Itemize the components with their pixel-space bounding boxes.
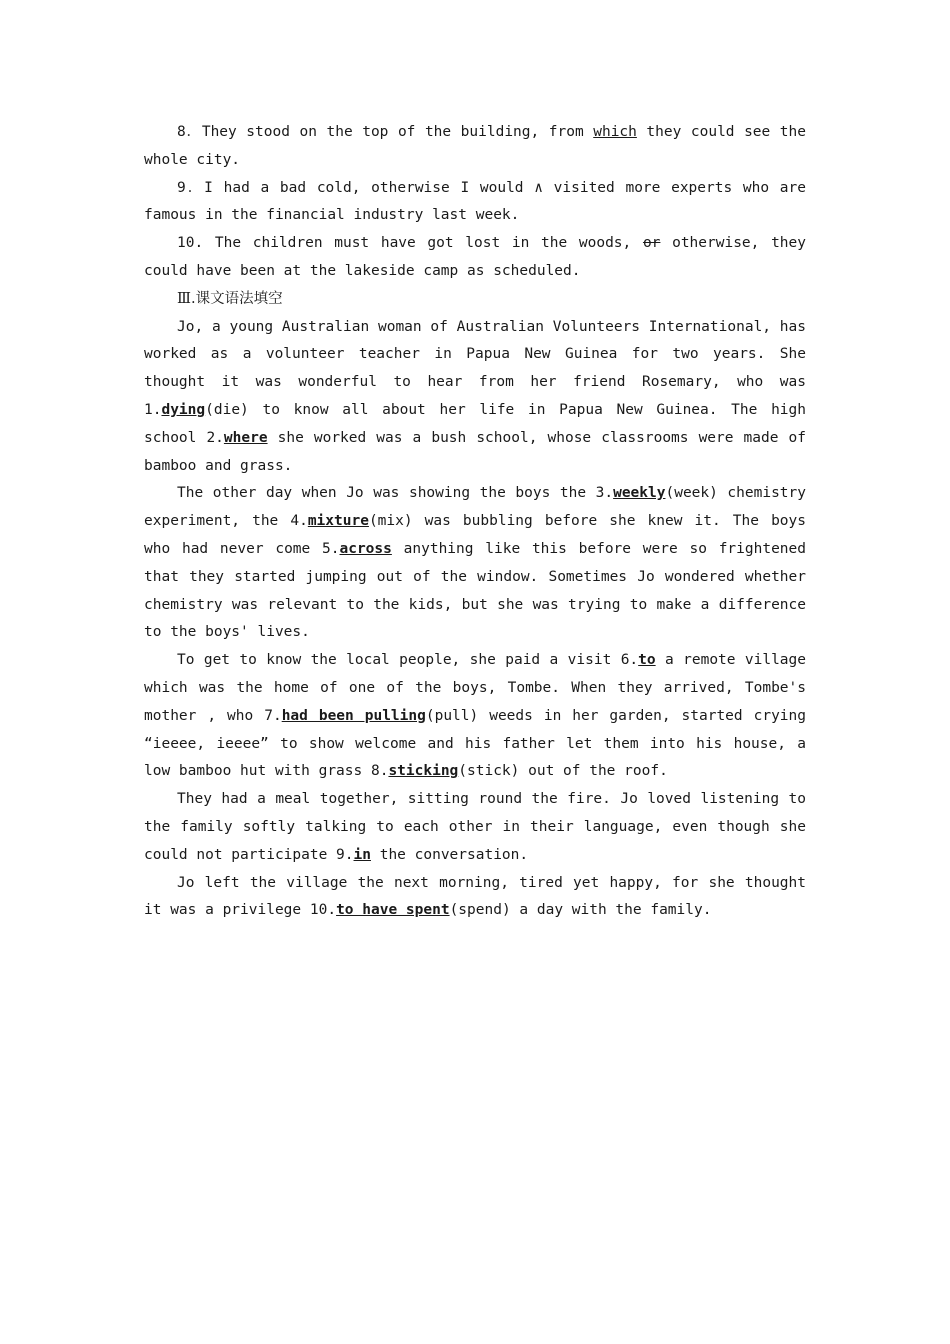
passage-text: Jo left the village the next morning, tired yet happy, for she thought it was a privilege 10.: [144, 874, 806, 919]
passage-text: (die) to know all about her life in Papua New Guinea. The high school 2.: [144, 401, 806, 446]
answer-8: sticking: [388, 763, 459, 780]
passage-text: (spend) a day with the family.: [449, 902, 712, 919]
correction-10-strikethrough: or: [642, 235, 661, 252]
section-heading: Ⅲ.课文语法填空: [177, 290, 283, 307]
passage-text: she worked was a bush school, whose classrooms were made of bamboo and grass.: [144, 429, 806, 474]
passage-text: The other day when Jo was showing the boys the 3.: [177, 485, 614, 502]
passage-text: Jo, a young Australian woman of Australian Volunteers International, has worked as a volunteer teacher in Papua New Guinea for two years. She thought it was wonderful to hear from her friend Rosemary, who was 1.: [144, 318, 806, 418]
passage-text: They had a meal together, sitting round the fire. Jo loved listening to the family softly talking to each other in their language, even though she could not participate 9.: [144, 791, 806, 863]
passage-paragraph-2: [144, 480, 806, 647]
passage-text: (week) chemistry experiment, the 4.: [144, 485, 806, 530]
passage-text: (mix) was bubbling before she knew it. The boys who had never come 5.: [144, 513, 806, 557]
correction-8-underline: which: [593, 124, 637, 140]
correction-item-9: [144, 175, 806, 231]
answer-4: mixture: [307, 513, 369, 530]
correction-8-text-end: they could see the whole city.: [144, 124, 806, 168]
correction-8-text: 8．They stood on the top of the building, from: [177, 124, 594, 140]
passage-text: To get to know the local people, she paid a visit 6.: [177, 652, 639, 669]
passage-paragraph-3: [144, 647, 806, 786]
passage-paragraph-4: [144, 786, 806, 869]
answer-1: dying: [161, 401, 206, 418]
answer-3: weekly: [613, 485, 666, 502]
passage-text: (pull) weeds in her garden, started crying “ieeee, ieeee” to show welcome and his father let them into his house, a low bamboo hut with grass 8.: [144, 707, 806, 780]
passage-paragraph-5: [144, 870, 806, 926]
correction-10-text-end: otherwise, they could have been at the lakeside camp as scheduled.: [144, 235, 806, 279]
answer-2: where: [223, 429, 268, 446]
correction-item-10: [144, 230, 806, 286]
answer-10: to have spent: [336, 902, 450, 919]
passage-text: anything like this before were so frightened that they started jumping out of the window. Sometimes Jo wondered whether chemistry was relevant to the kids, but she was trying to make a difference to the boys' lives.: [144, 540, 806, 641]
correction-10-text: 10. The children must have got lost in the woods,: [177, 235, 643, 252]
passage-text: the conversation.: [370, 846, 529, 863]
answer-7: had been pulling: [281, 707, 426, 724]
document-page: [144, 119, 806, 925]
passage-paragraph-1: [144, 314, 806, 481]
correction-item-8: [144, 119, 806, 175]
correction-9-text: 9．I had a bad cold, otherwise I would ∧ visited more experts who are famous in the financial industry last week.: [144, 179, 806, 224]
answer-5: across: [339, 540, 392, 557]
answer-9: in: [353, 846, 371, 863]
passage-text: (stick) out of the roof.: [458, 763, 668, 780]
passage-text: a remote village which was the home of one of the boys, Tombe. When they arrived, Tombe's mother , who 7.: [144, 652, 806, 724]
answer-6: to: [638, 652, 656, 669]
